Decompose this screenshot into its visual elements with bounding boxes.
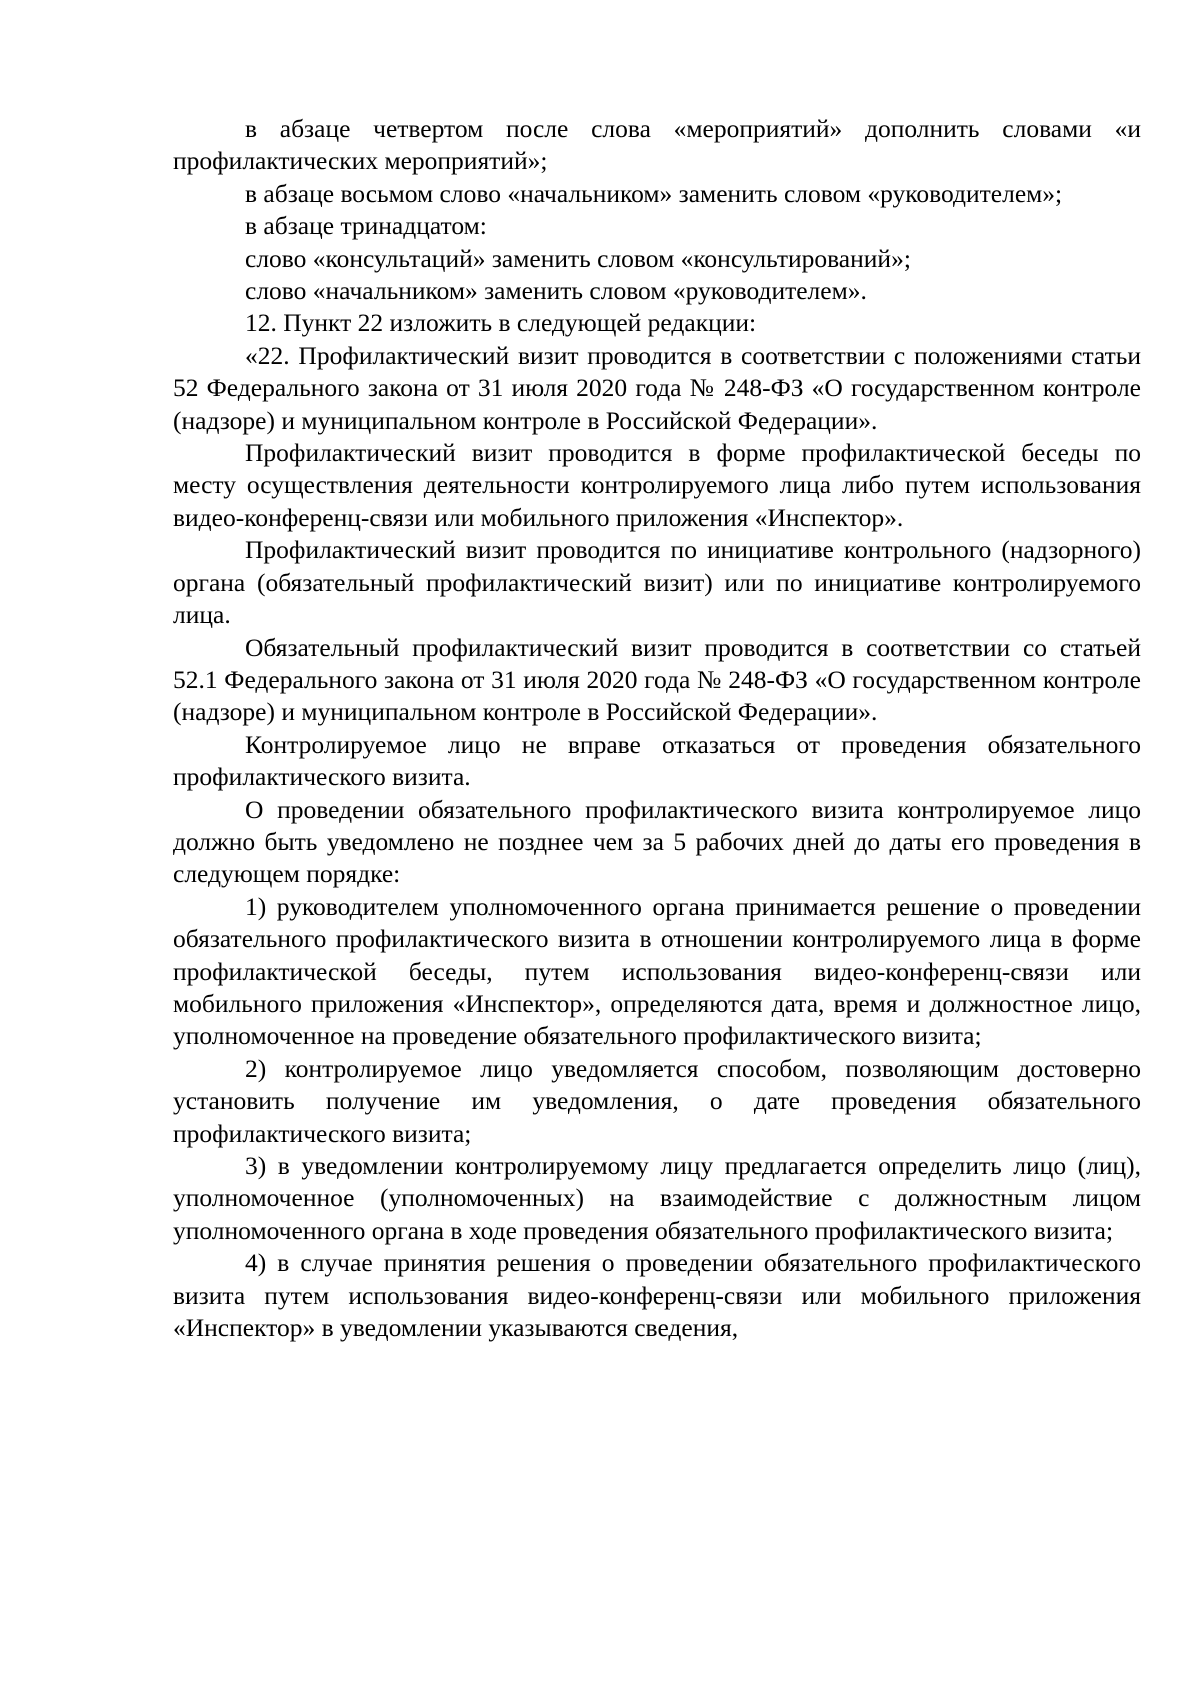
paragraph-2: в абзаце восьмом слово «начальником» заменить словом «руководителем»; [245, 178, 1063, 208]
paragraph-4: слово «консультаций» заменить словом «консультирований»; [245, 243, 911, 273]
paragraph-15: 3) в уведомлении контролируемому лицу предлагается определить лицо (лиц), уполномоченное (уполномоченных) на взаимодействие с должностным лицом уполномоченного органа в ходе проведения обязательного профилактического визита; [173, 1151, 1141, 1245]
paragraph-16: 4) в случае принятия решения о проведении обязательного профилактического визита путем использования видео-конференц-связи или мобильного приложения «Инспектор» в уведомлении указываются сведения, [173, 1248, 1141, 1343]
paragraph-10: Обязательный профилактический визит проводится в соответствии со статьей 52.1 Федерального закона от 31 июля 2020 года № 248-ФЗ «О государственном контроле (надзоре) и муниципальном контроле в Российской Федерации». [173, 632, 1141, 727]
paragraph-11: Контролируемое лицо не вправе отказаться от проведения обязательного профилактического визита. [173, 729, 1141, 792]
paragraph-13: 1) руководителем уполномоченного органа принимается решение о проведении обязательного профилактического визита в отношении контролируемого лица в форме профилактической беседы, путем использования видео-конференц-связи или мобильного приложения «Инспектор», определяются дата, время и должностное лицо, уполномоченное на проведение обязательного профилактического визита; [173, 891, 1141, 1051]
paragraph-3: в абзаце тринадцатом: [245, 211, 487, 241]
paragraph-9: Профилактический визит проводится по инициативе контрольного (надзорного) органа (обязательный профилактический визит) или по инициативе контролируемого лица. [173, 535, 1141, 630]
paragraph-7: «22. Профилактический визит проводится в соответствии с положениями статьи 52 Федерального закона от 31 июля 2020 года № 248-ФЗ «О государственном контроле (надзоре) и муниципальном контроле в Российской Федерации». [173, 340, 1141, 435]
paragraph-6: 12. Пункт 22 изложить в следующей редакции: [245, 308, 757, 338]
paragraph-1: в абзаце четвертом после слова «мероприятий» дополнить словами «и профилактических мероприятий»; [173, 114, 1141, 176]
paragraph-14: 2) контролируемое лицо уведомляется способом, позволяющим достоверно установить получение им уведомления, о дате проведения обязательного профилактического визита; [173, 1053, 1141, 1148]
paragraph-5: слово «начальником» заменить словом «руководителем». [245, 276, 867, 306]
paragraph-12: О проведении обязательного профилактического визита контролируемое лицо должно быть уведомлено не позднее чем за 5 рабочих дней до даты его проведения в следующем порядке: [173, 794, 1141, 889]
paragraph-8: Профилактический визит проводится в форме профилактической беседы по месту осуществления деятельности контролируемого лица либо путем использования видео-конференц-связи или мобильного приложения «Инспектор». [173, 438, 1141, 532]
document-page [173, 113, 1141, 1344]
